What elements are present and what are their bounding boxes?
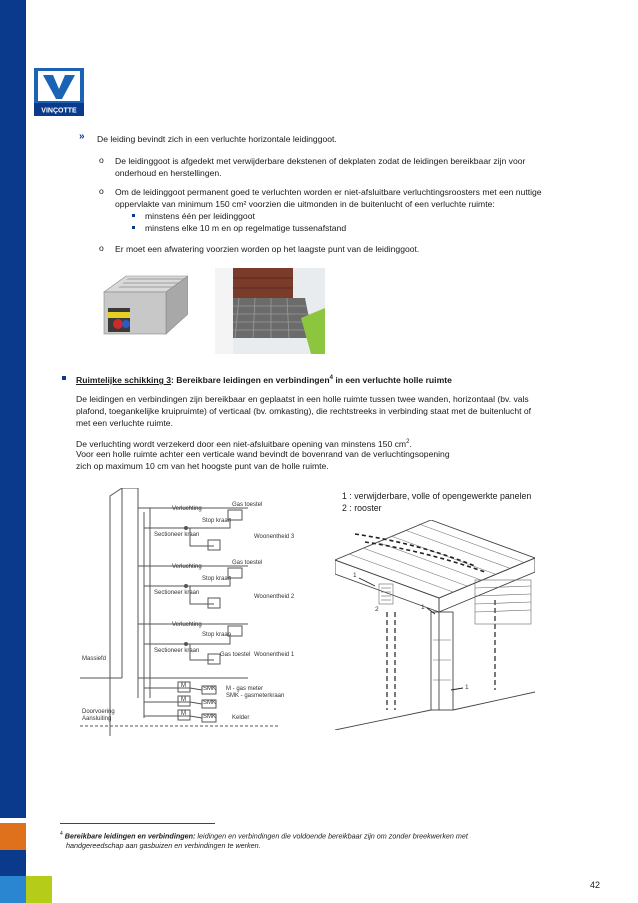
label-sectioneer-kraan: Sectioneer kraan xyxy=(154,590,200,596)
legend-line-1: 1 : verwijderbare, volle of opengewerkte panelen xyxy=(342,491,532,501)
section3-p1-line2: plafond, toegankelijke kruipruimte) of verticaal (bv. omkasting), die rechtstreeks in verbinding staat met de buitenlucht of xyxy=(76,406,532,416)
footnote-rule xyxy=(60,823,215,824)
label-smk: SMK xyxy=(203,714,217,720)
label-smk-note: SMK - gasmeterkraan xyxy=(226,693,285,699)
square-bullet-icon xyxy=(132,226,135,229)
circle-bullet-icon: o xyxy=(99,243,104,253)
label-stop-kraan: Stop kraan xyxy=(202,632,232,638)
label-verluchting: Verluchting xyxy=(172,506,202,512)
label-woonentheid-1: Woonentheid 1 xyxy=(254,652,295,658)
label-woonentheid-2: Woonentheid 2 xyxy=(254,594,295,600)
footnote-line2: handgereedschap aan gasbuizen en verbindingen te werken. xyxy=(66,841,261,850)
label-verluchting: Verluchting xyxy=(172,622,202,628)
gutter-illustration xyxy=(96,268,188,350)
gutter-photo xyxy=(215,268,325,354)
callout-4: 1 xyxy=(465,684,469,691)
label-smk: SMK xyxy=(203,686,217,692)
sidebar-brand-strip xyxy=(0,0,26,818)
label-sectioneer-kraan: Sectioneer kraan xyxy=(154,532,200,538)
footnote-bold: Bereikbare leidingen en verbindingen: xyxy=(64,831,196,841)
section3-heading-rest: : Bereikbare leidingen en verbindingen xyxy=(171,374,330,385)
footnote-ref: 4 xyxy=(329,375,333,381)
label-doorvoering: Doorvoering xyxy=(82,709,115,715)
label-sectioneer-kraan: Sectioneer kraan xyxy=(154,648,200,654)
section3-p2-line2: Voor een holle ruimte achter een verticale wand bevindt de bovenrand van de verluchtingsopening xyxy=(76,449,450,459)
color-square-blue xyxy=(0,850,26,877)
section3-p2-line3: zich op maximum 10 cm van het hoogste punt van de holle ruimte. xyxy=(76,461,329,471)
square-bullet-icon xyxy=(62,376,66,380)
label-aansluiting: Aansluiting xyxy=(82,716,112,722)
section3-heading-underlined: Ruimtelijke schikking 3 xyxy=(76,374,172,385)
callout-1: 1 xyxy=(353,572,357,579)
section3-p1-line1: De leidingen en verbindingen zijn bereikbaar en geplaatst in een holle ruimte tussen twee wanden, horizontaal (bv. vals xyxy=(76,394,529,404)
sub-item-1: minstens één per leidinggoot xyxy=(145,211,255,221)
legend-line-2: 2 : rooster xyxy=(342,503,382,513)
label-m: M xyxy=(181,683,186,689)
intro-text: De leiding bevindt zich in een verluchte horizontale leidinggoot. xyxy=(97,134,337,144)
superscript-2: 2 xyxy=(406,439,410,445)
label-m: M xyxy=(181,711,186,717)
gas-riser-diagram xyxy=(80,488,295,736)
square-bullet-icon xyxy=(132,214,135,217)
label-stop-kraan: Stop kraan xyxy=(202,518,232,524)
label-gas-toestel: Gas toestel xyxy=(232,502,263,508)
label-massiefd: Massiefd xyxy=(82,656,107,662)
item2-line2: oppervlakte van minimum 150 cm² voorzien die uitmonden in de buitenlucht of een verluchte ruimte: xyxy=(115,199,495,209)
label-gas-toestel: Gas toestel xyxy=(232,560,263,566)
label-gas-meter-note: M - gas meter xyxy=(226,686,264,692)
label-stop-kraan: Stop kraan xyxy=(202,576,232,582)
color-square-orange xyxy=(0,823,26,850)
footnote-rest: leidingen en verbindingen die voldoende bereikbaar zijn om zonder breekwerken met xyxy=(195,831,468,841)
circle-bullet-icon: o xyxy=(99,186,104,196)
label-woonentheid-3: Woonentheid 3 xyxy=(254,534,295,540)
sub-item-2: minstens elke 10 m en op regelmatige tussenafstand xyxy=(145,223,347,233)
label-gas-toestel: Gas toestel xyxy=(220,652,251,658)
hollow-space-diagram xyxy=(335,520,535,730)
footnote-marker: 4 xyxy=(60,831,63,837)
circle-bullet-icon: o xyxy=(99,155,104,165)
callout-2: 2 xyxy=(375,606,379,613)
p2-line1-text: De verluchting wordt verzekerd door een niet-afsluitbare opening van minstens 150 cm xyxy=(76,438,407,449)
item1-line2: onderhoud en herstellingen. xyxy=(115,168,222,178)
section3-heading xyxy=(76,372,452,386)
p2-line1-end: . xyxy=(409,438,412,449)
label-verluchting: Verluchting xyxy=(172,564,202,570)
arrow-bullet-icon: » xyxy=(79,131,85,142)
svg-text:VINÇOTTE: VINÇOTTE xyxy=(41,107,77,115)
color-square-lime xyxy=(26,876,52,903)
label-kelder: Kelder xyxy=(232,715,250,721)
vincotte-logo xyxy=(34,68,84,116)
label-smk: SMK xyxy=(203,700,217,706)
callout-3: 1 xyxy=(421,604,425,611)
label-m: M xyxy=(181,697,186,703)
section3-p1-line3: met een verluchte ruimte. xyxy=(76,418,173,428)
section3-heading-end: in een verluchte holle ruimte xyxy=(332,374,452,385)
color-square-lightblue xyxy=(0,876,26,903)
page-number: 42 xyxy=(589,880,600,890)
item3-text: Er moet een afwatering voorzien worden op het laagste punt van de leidinggoot. xyxy=(115,244,420,254)
item2-line1: Om de leidinggoot permanent goed te verluchten worden er niet-afsluitbare verluchtingsroosters met een nuttige xyxy=(115,187,542,197)
item1-line1: De leidinggoot is afgedekt met verwijderbare dekstenen of dekplaten zodat de leidingen bereikbaar zijn voor xyxy=(115,156,526,166)
